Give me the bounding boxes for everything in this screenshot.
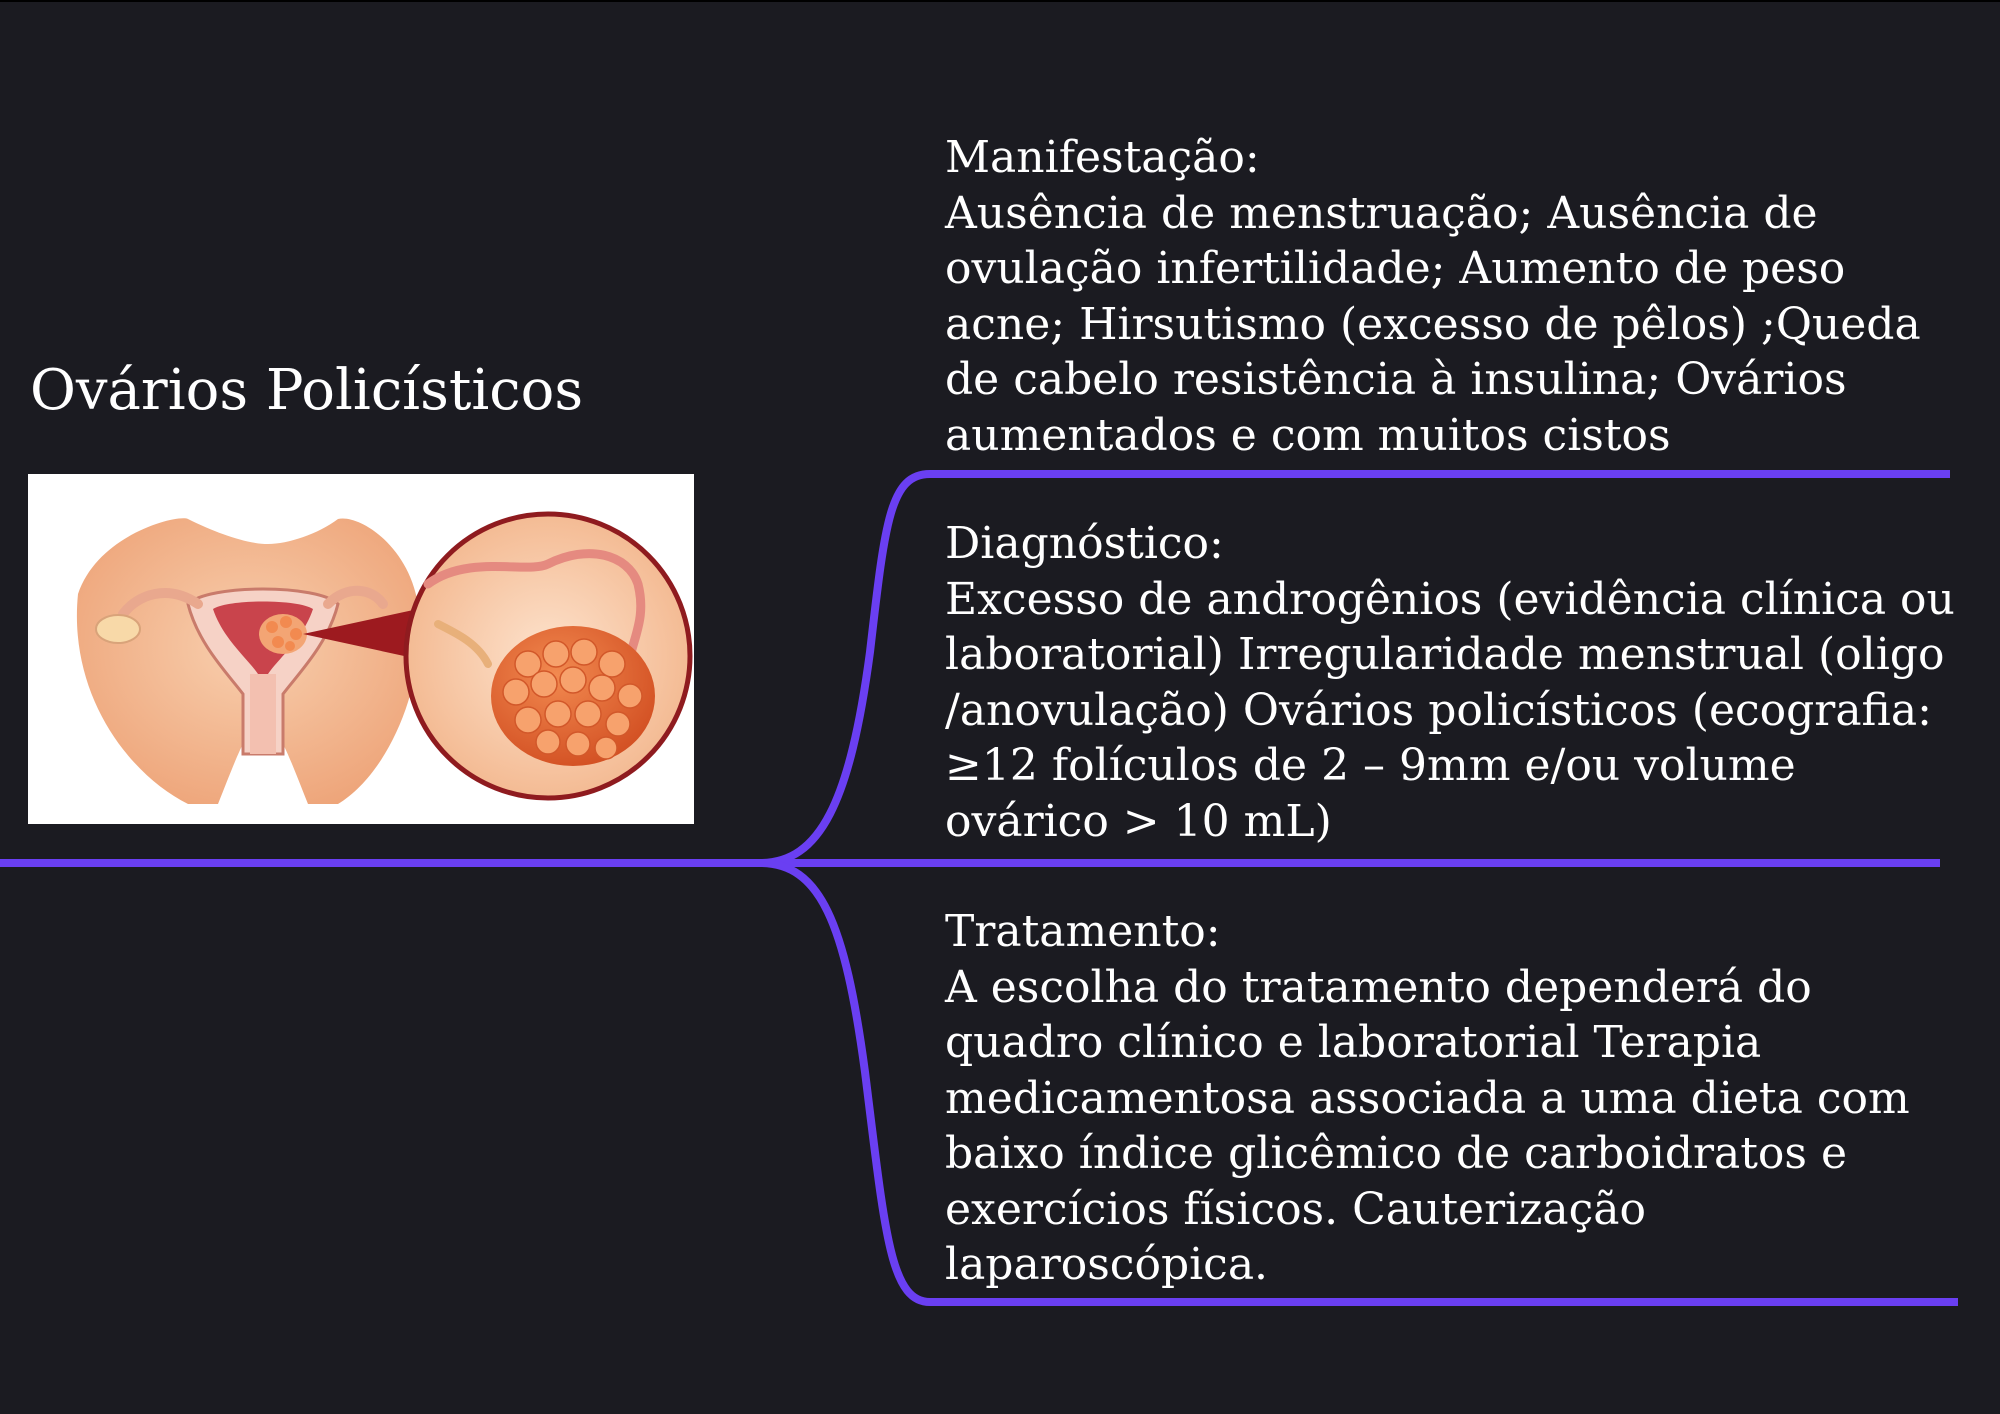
ovary-illustration (28, 474, 694, 824)
central-title: Ovários Policísticos (30, 358, 584, 423)
branch-tratamento (945, 904, 1955, 1293)
ovary-illustration-icon (28, 474, 694, 824)
branch-heading: Tratamento: (945, 906, 1221, 957)
branch-diagnostico (945, 516, 1955, 849)
branch-body: A escolha do tratamento dependerá do quadro clínico e laboratorial Terapia medicamentosa associada a uma dieta com baixo índice glicêmico de carboidratos e exercícios físicos. Cauterização laparoscópica. (945, 961, 1910, 1290)
branch-body: Ausência de menstruação; Ausência de ovulação infertilidade; Aumento de peso acne; Hirsutismo (excesso de pêlos) ;Queda de cabelo resistência à insulina; Ovários aumentados e com muitos cistos (945, 187, 1921, 461)
branch-heading: Diagnóstico: (945, 518, 1224, 569)
branch-heading: Manifestação: (945, 132, 1260, 183)
branch-manifestacao (945, 130, 1955, 463)
branch-body: Excesso de androgênios (evidência clínica ou laboratorial) Irregularidade menstrual (oligo /anovulação) Ovários policísticos (ecografia: ≥12 folículos de 2 – 9mm e/ou volume ovárico > 10 mL) (945, 573, 1955, 847)
